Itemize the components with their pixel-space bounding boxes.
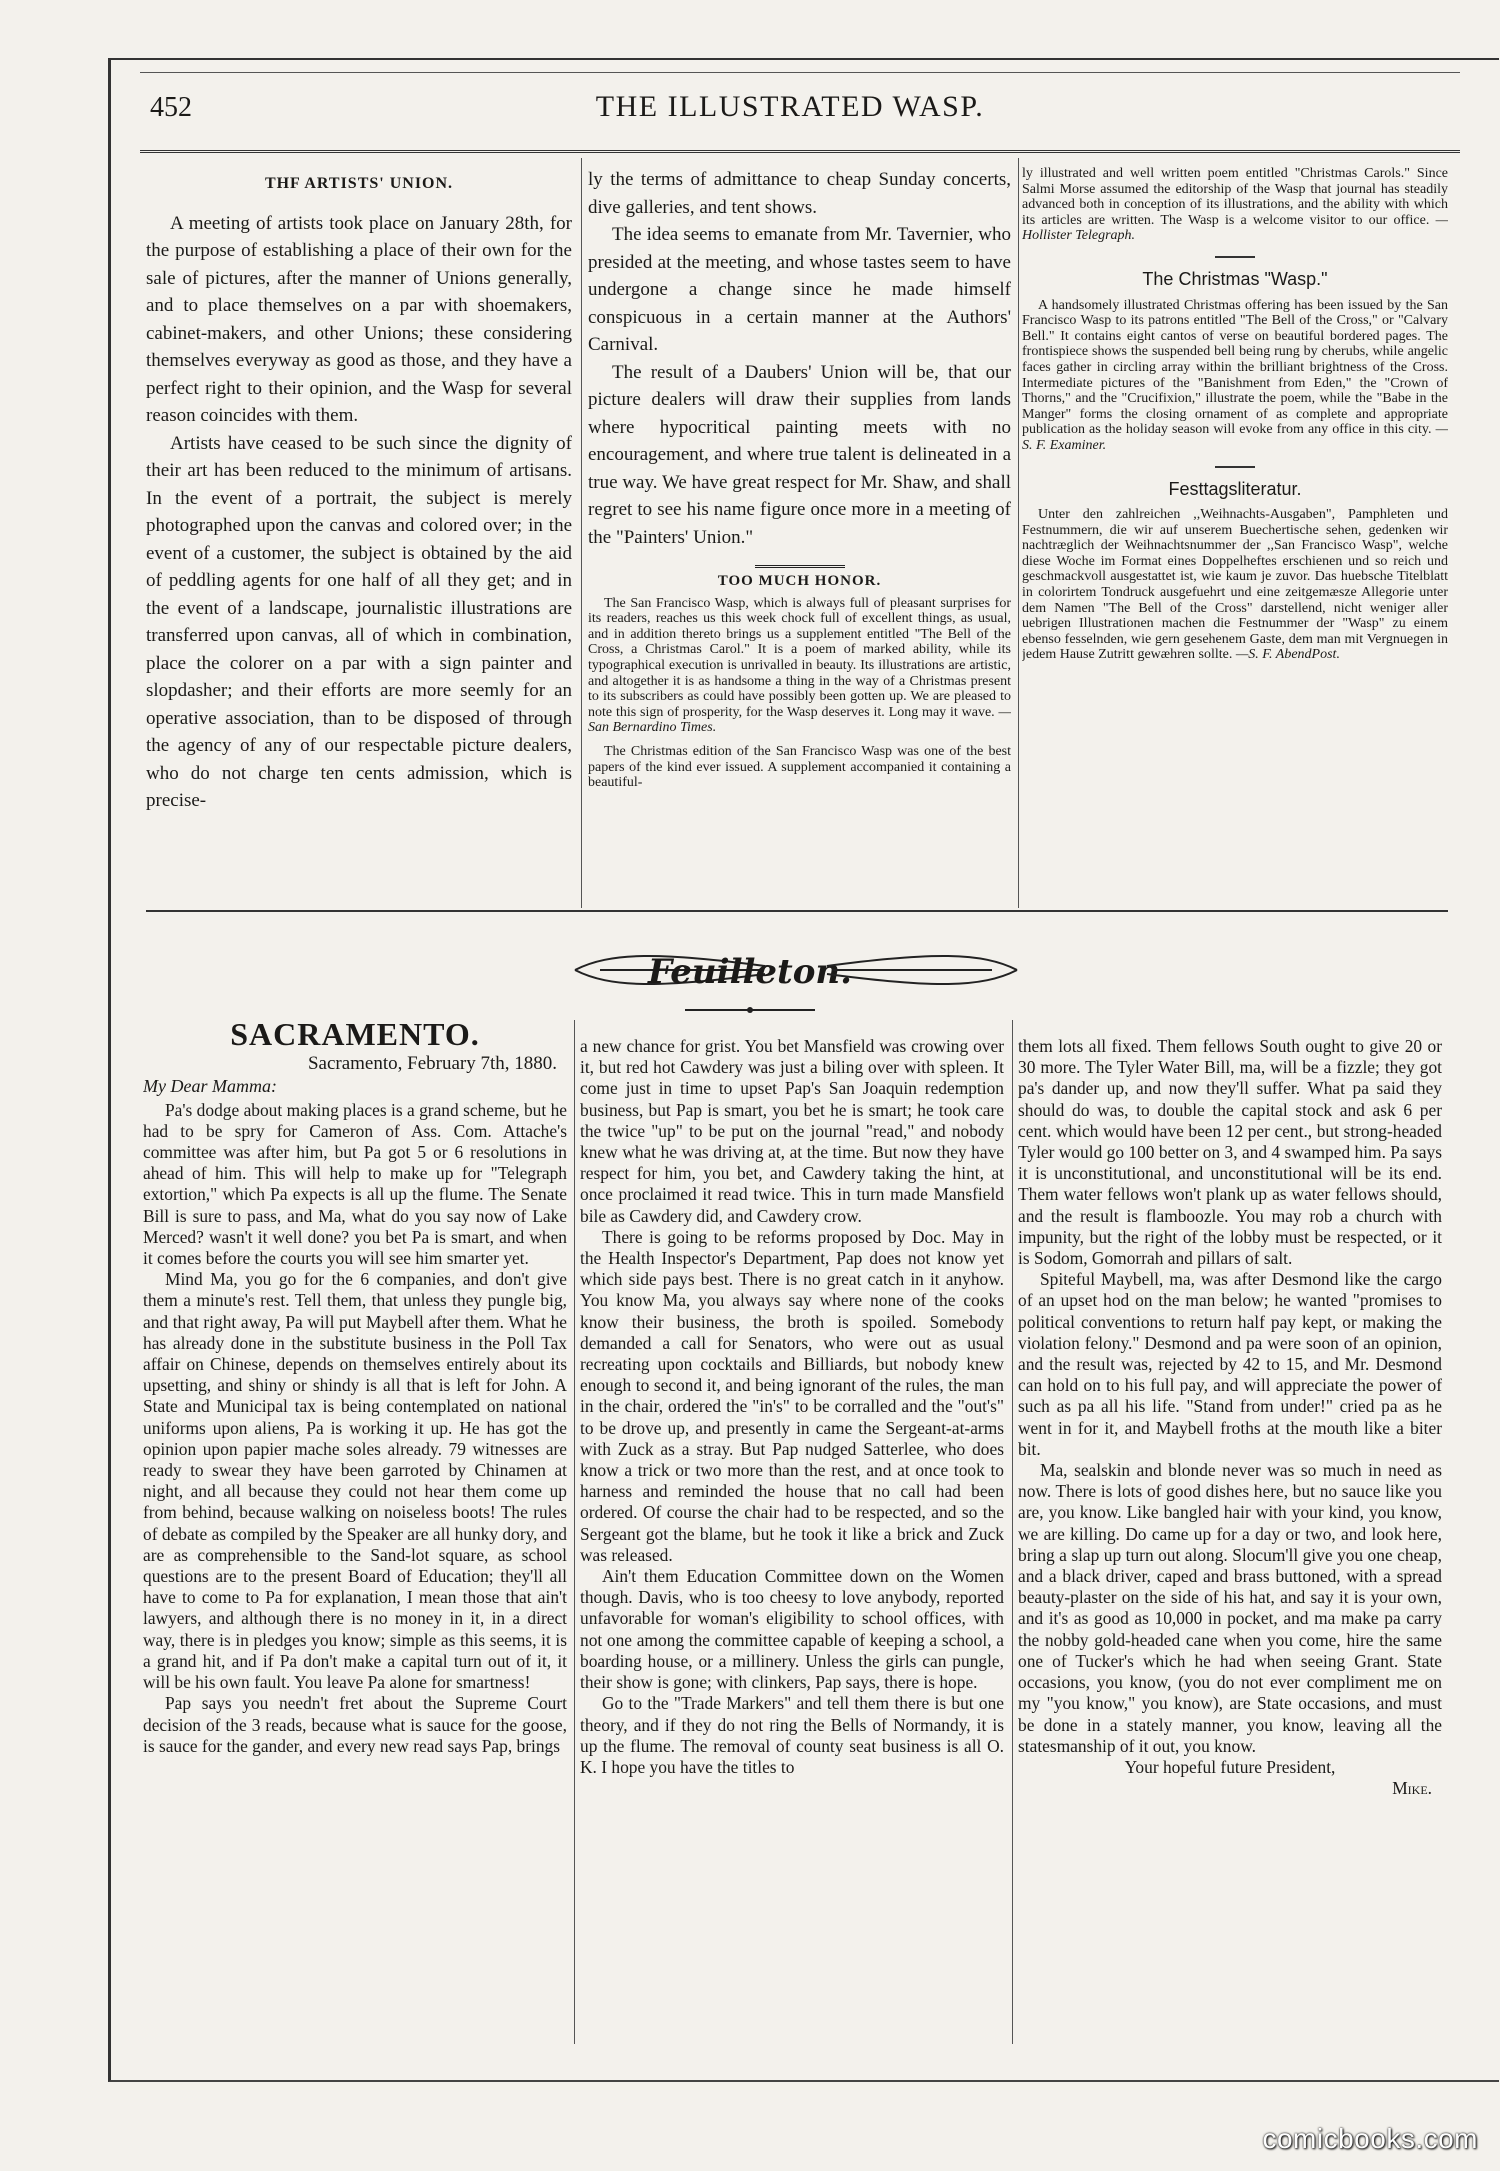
sacramento-column-3 xyxy=(1018,1036,1442,2044)
header-rule xyxy=(140,150,1460,153)
paragraph: The Christmas edition of the San Francisco Wasp was one of the best papers of the kind ever issued. A supplement accompanied it containing a beautiful- xyxy=(588,743,1011,791)
salutation: My Dear Mamma: xyxy=(143,1076,277,1097)
paragraph: a new chance for grist. You bet Mansfield was crowing over it, but red hot Cawdery was just a biling over with spleen. It come just in time to upset Pap's San Joaquin redemption business, but Pap is smart, you bet he is smart; he took care the twice "up" to be put on the journal "read," and nobody knew what he was driving at, at the time. But now they have respect for him, you bet, and Cawdery taking the hint, at once proclaimed it read twice. This in turn made Mansfield bile as Cawdery did, and Cawdery crow. xyxy=(580,1036,1004,1226)
source-credit: —S. F. AbendPost. xyxy=(1235,647,1340,663)
paragraph: The idea seems to emanate from Mr. Tavernier, who presided at the meeting, and whose tastes seem to have undergone a change since he made himself conspicuous in a certain manner at the Authors' Carnival. xyxy=(588,224,1011,355)
page-number: 452 xyxy=(150,92,192,123)
artists-union-column xyxy=(146,166,572,906)
source-credit: —San Bernardino Times. xyxy=(588,704,1011,736)
banner-ornament-dash xyxy=(680,1004,820,1016)
top-rule xyxy=(140,72,1460,73)
paragraph: Pap says you needn't fret about the Supreme Court decision of the 3 reads, because what is sauce for the goose, is sauce for the gander, and every new read says Pap, brings xyxy=(143,1693,567,1756)
too-much-honor-heading: TOO MUCH HONOR. xyxy=(717,573,882,589)
source-credit: —S. F. Examiner. xyxy=(1022,422,1448,453)
artists-union-heading: THF ARTISTS' UNION. xyxy=(264,175,454,192)
top-column-3 xyxy=(1022,166,1448,906)
section-divider xyxy=(755,565,845,568)
short-divider xyxy=(1215,466,1255,468)
sacramento-title: SACRAMENTO. xyxy=(230,1024,480,1052)
running-title: THE ILLUSTRATED WASP. xyxy=(595,90,985,123)
section-rule xyxy=(146,910,1448,912)
paragraph: The result of a Daubers' Union will be, that our picture dealers will draw their supplies from lands where hypocritical painting meets with no encouragement, and where true talent is delineated in a true way. We have great respect for Mr. Shaw, and shall regret to see his name figure once more in a meeting of the "Painters' Union." xyxy=(588,361,1011,548)
paragraph: There is going to be reforms proposed by Doc. May in the Health Inspector's Department, Pap does not know yet which side pays best. There is no great catch in it anyhow. You know Ma, you always say where none of the cooks know their business, the broth is spoiled. Somebody demanded a call for Senators, who were out as usual recreating upon cocktails and Billiards, but nobody knew enough to second it, and being ignorant of the rules, the man in the chair, ordered the "in's" to be corralled and the "out's" to be drove up, and presently in came the Sergeant-at-arms with Zuck as a stray. But Pap nudged Satterlee, who does know a trick or two more than the rest, and at once took to harness and reminded the house that no call had been ordered. Of course the chair had to be respected, and so the Sergeant got the blame, but he took it like a brick and Zuck was released. xyxy=(580,1226,1004,1565)
paragraph: ly the terms of admittance to cheap Sunday concerts, dive galleries, and tent shows. xyxy=(588,169,1011,218)
paragraph: Spiteful Maybell, ma, was after Desmond like the cargo of an upset hod on the man below; he wanted "promises to political conventions to return half pay kept, or making the violation felony." Desmond and pa were soon of an opinion, and the result was, rejected by 42 to 15, and Mr. Desmond can hold on to his full pay, and will appreciate the power of such as pa all his life. "Stand from under!" cried pa as he went in for it, and Maybell froths at the mouth like a biter bit. xyxy=(1018,1269,1442,1459)
paragraph: A meeting of artists took place on January 28th, for the purpose of establishing a place of their own for the sale of pictures, after the manner of Unions generally, and to place themselves on a par with shoemakers, cabinet-makers, and other Unions; these considering themselves everyway as good as those, and they have a perfect right to their opinion, and the Wasp for several reason coincides with them. xyxy=(146,212,572,426)
right-flourish-ornament xyxy=(822,950,1022,990)
paragraph: Ain't them Education Committee down on the Women though. Davis, who is too cheesy to love anybody, reported unfavorable for woman's eligibility to school offices, with not one among the committee capable of keeping a school, a boarding house, or a millinery. Unless the girls can pungle, their show is gone; with clinkers, Pap says, there is hope. xyxy=(580,1566,1004,1693)
column-rule xyxy=(581,158,582,908)
top-column-2 xyxy=(588,166,1011,906)
source-credit: —Hollister Telegraph. xyxy=(1022,212,1448,244)
sacramento-column-2 xyxy=(580,1036,1004,2044)
paragraph: Unter den zahlreichen ,,Weihnachts-Ausgaben", Pamphleten und Festnummern, die wir auf unserem Buechertische sehen, gedenken wir nachtræglich der Weihnachtsnummer der ,,San Francisco Wasp", welche diese Woche im Format eines Doppelheftes erschienen und so reich und geschmackvoll ausgestattet ist, wie kaum je zuvor. Das huebsche Titelblatt in colorirtem Tondruck ausgefuehrt und eine zeitgemæsze Allegorie unter dem Namen "The Bell of the Cross" darstellend, nicht weniger aller uebrigen Illustrationen machen die Festnummer der "Wasp" zu einem ebenso fesselnden, wie gern gesehenem Gaste, dem man mit Vergnuegen in jedem Hause Zutritt gewæhren sollte. xyxy=(1022,507,1448,663)
watermark: comicbooks.com xyxy=(1262,2123,1478,2154)
paragraph: Pa's dodge about making places is a grand scheme, but he had to be spry for Cameron of Ass. Com. Attache's committee was after him, but Pa got 5 or 6 resolutions in ahead of him. This will help to make up for "Telegraph extortion," which Pa expects is all up the flume. The Senate Bill is sure to pass, and Ma, what do you say now of Lake Merced? wasn't it well done? you bet Pa is smart, and when it comes before the courts you will see him smarter yet. xyxy=(143,1099,567,1269)
paragraph: Mind Ma, you go for the 6 companies, and don't give them a minute's rest. Tell them, that unless they pungle big, and that right away, Pa will put Maybell after them. What he has already done in the substitute business in the Poll Tax affair on Chinese, depends on themselves entirely about its upsetting, and shiny or shindy is all that is left for John. A State and Municipal tax is being contemplated on national uniforms upon aliens, Pa is working it up. He has got the opinion upon papier mache soles already. 79 witnesses are ready to swear they have been garroted by Chinamen at night, and all because they could not hear them come up from behind, because walking on noiseless boots! The rules of debate as compiled by the Speaker are all hunky dory, and are as comprehensible to the Sand-lot square, as school questions are to the present Board of Education; they'll all have to come to Pa for explanation, I mean those that ain't lawyers, and although there is no money in it, in a direct way, there is in pledges you know; simple as this seems, it is a grand hit, and if Pa don't make a capital turn out of it, it will be his own fault. You leave Pa alone for smartness! xyxy=(143,1269,567,1693)
paragraph: Artists have ceased to be such since the dignity of their art has been reduced to the minimum of artisans. In the event of a portrait, the subject is merely photographed upon the canvas and colored over; in the event of a customer, the subject is obtained by the aid of peddling agents for one half of all they get; and in the event of a landscape, journalistic illustrations are transferred upon canvas, all of which in combination, place the colorer on a par with a sign painter and slopdasher; and their efforts are more seemly for an operative association, than to be disposed of through the agency of any of our respectable picture dealers, who do not charge ten cents admission, which is precise- xyxy=(146,432,572,811)
paragraph: them lots all fixed. Them fellows South ought to give 20 or 30 more. The Tyler Water Bill, ma, will be a fizzle; they got pa's dander up, and now they'll suffer. What pa said they should do was, to double the capital stock and ask 6 per cent. which would have been 12 per cent., but strong-headed Tyler would go 100 better on 3, and 4 swamped him. Pa says it is unconstitutional, and unconstitutional will be its end. Them water fellows won't plank up as water fellows should, and the result is flamboozle. You may rob a church with impunity, but the right of the lobby must be respected, or it is Sodom, Gomorrah and pillars of salt. xyxy=(1018,1036,1442,1269)
paragraph: A handsomely illustrated Christmas offering has been issued by the San Francisco Wasp to its patrons entitled "The Bell of the Cross," or "Calvary Bell." It contains eight cantos of verse on beautiful bordered pages. The frontispiece shows the suspended bell being rung by cherubs, while angelic faces gather in circling array within the brilliant brightness of the Cross. Intermediate pictures of the "Banishment from Eden," the "Crown of Thorns," and the "Crucifixion," illustrate the poem, while the "Babe in the Manger" forms the closing ornament of as complete and appropriate publication as the holiday season will evoke from any office in this city. xyxy=(1022,297,1448,438)
feuilleton-title: Feuilleton. xyxy=(648,952,852,992)
column-rule xyxy=(1018,158,1019,908)
column-rule xyxy=(574,1020,575,2044)
column-rule xyxy=(1012,1020,1013,2044)
christmas-wasp-heading: The Christmas "Wasp." xyxy=(1142,268,1328,289)
paragraph: Ma, sealskin and blonde never was so much in need as now. There is lots of good dishes here, but no sauce like you are, you know. Like bangled hair with your kind, you know, we are killing. Do came up for a day or two, and look here, bring a slap up turn out along. Slocum'll give you one cheap, and a black driver, caped and brass buttoned, with a spread beauty-plaster on the side of his hat, and say it is your own, and it's as good as 10,000 in pocket, and ma make pa carry the nobby gold-headed cane when you come, hire the same one of Tucker's which he had when seeing Grant. State occasions, you know, (you do not ever compliment me on my "you know," you know), are State occasions, and must be done in a stately manner, you know, leaving all the statesmanship of it out, you know. xyxy=(1018,1460,1442,1756)
paragraph: ly illustrated and well written poem entitled "Christmas Carols." Since Salmi Morse assumed the editorship of the Wasp that journal has steadily advanced both in conception of its illustrations, and the ability with which its articles are written. The Wasp is a welcome visitor to our office. xyxy=(1022,166,1448,228)
signature: Mike. xyxy=(1392,1778,1432,1799)
dateline: Sacramento, February 7th, 1880. xyxy=(307,1053,557,1075)
paragraph: Go to the "Trade Markers" and tell them there is but one theory, and if they do not ring the Bells of Normandy, it is up the flume. The removal of county seat business is all O. K. I hope you have the titles to xyxy=(580,1693,1004,1777)
festtags-heading: Festtagsliteratur. xyxy=(1168,478,1302,499)
short-divider xyxy=(1215,256,1255,258)
sacramento-column-1 xyxy=(143,1024,567,2044)
signoff: Your hopeful future President, xyxy=(1124,1756,1336,1777)
paragraph: The San Francisco Wasp, which is always full of pleasant surprises for its readers, reaches us this week chock full of excellent things, as usual, and in addition thereto brings us a supplement entitled "The Bell of the Cross, a Christmas Carol." It is a poem of marked ability, while its typographical execution is unrivalled in beauty. Its illustrations are artistic, and altogether it is as handsome a thing in the way of a Christmas present to its subscribers as could have possibly been gotten up. We are pleased to note this sign of prosperity, for the Wasp deserves it. Long may it wave. xyxy=(588,595,1011,720)
